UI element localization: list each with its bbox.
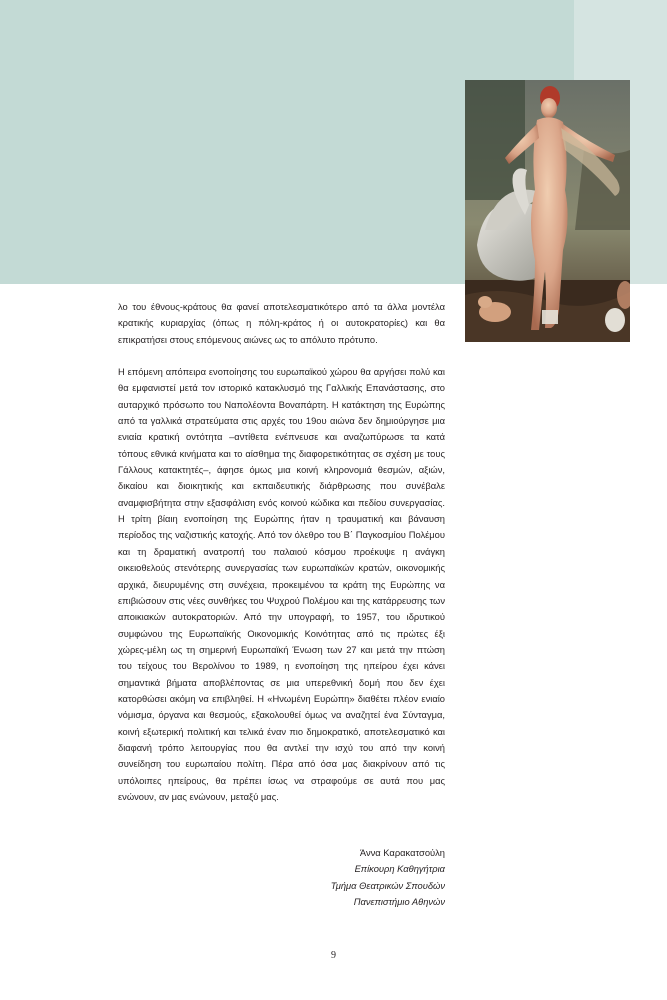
body-text (118, 299, 445, 805)
page-number: 9 (331, 950, 336, 961)
painting-image (465, 80, 630, 342)
author-name: Άννα Καρακατσούλη (359, 848, 445, 858)
author-department: Τμήμα Θεατρικών Σπουδών (330, 880, 445, 891)
author-university: Πανεπιστήμιο Αθηνών (353, 896, 445, 907)
paragraph: Η επόμενη απόπειρα ενοποίησης του ευρωπαϊκού χώρου θα αργήσει πολύ και θα εμφανιστεί μετά τον ιστορικό κατακλυσμό της Γαλλικής Επανάστασης, στο αυταρχικό πρόσωπο του Ναπολέοντα Βοναπάρτη. Η κατάκτηση της Ευρώπης από τα γαλλικά στρατεύματα στις αρχές του 19ου αιώνα δεν δημιούργησε μια ενιαία κρατική οντότητα –αντίθετα ενέπνευσε και αναζωπύρωσε τα κατά τόπους εθνικά κινήματα και το αίσθημα της διαφορετικότητας σε σχέση με τους Γάλλους κατακτητές–, άφησε όμως μια κοινή κληρονομιά θεσμών, αξιών, δικαίου και διοικητικής και εκπαιδευτικής διάρθρωσης που συνέβαλε αναμφισβήτητα στην εξασφάλιση ενός κοινού κώδικα και πεδίου συνεργασίας. Η τρίτη βίαιη ενοποίηση της Ευρώπης ήταν η τραυματική και βάναυση περίοδος της ναζιστικής κατοχής. Από τον όλεθρο του Β΄ Παγκοσμίου Πολέμου και τη δραματική ανατροπή του παλαιού κόσμου προέκυψε η ανάγκη οικειοθελούς στενότερης συνεργασίας των ευρωπαϊκών κρατών, οικονομικής αρχικά, διευρυμένης στη συνέχεια, προκειμένου τα κράτη της Ευρώπης να επιβιώσουν στις νέες συνθήκες του Ψυχρού Πολέμου και της κατάρρευσης των αποικιακών αυτοκρατοριών. Από την υπογραφή, το 1957, του ιδρυτικού συμφώνου της Ευρωπαϊκής Οικονομικής Κοινότητας από τις πρώτες έξι χώρες-μέλη ως τη σημερινή Ευρωπαϊκή Ένωση των 27 και μετά την πτώση του τείχους του Βερολίνου το 1989, η ενοποίηση της ηπείρου έχει κάνει σημαντικά βήματα αποβλέποντας σε μια υπερεθνική δομή που δεν έχει κατορθώσει ακόμη να επιβληθεί. Η «Ηνωμένη Ευρώπη» διαθέτει πλέον ενιαίο νόμισμα, όργανα και θεσμούς, εξακολουθεί όμως να αναζητεί ένα Σύνταγμα, κοινή εξωτερική πολιτική και τελικά έναν πιο δημοκρατικό, αποτελεσματικό και διαφανή τρόπο λειτουργίας που θα αντλεί την ισχύ του από την κοινή συνείδηση του ευρωπαίου πολίτη. Πέρα από όσα μας διακρίνουν από τις υπόλοιπες ηπείρους, θα πρέπει ίσως να στραφούμε σε αυτά που μας ενώνουν, αν μας ενώνουν, μεταξύ μας. (118, 367, 445, 802)
paragraph: λο του έθνους-κράτους θα φανεί αποτελεσματικότερο από τα άλλα μοντέλα κρατικής κυριαρχίας (όπως η πόλη-κράτος ή οι αυτοκρατορίες) και θα επικρατήσει στους επόμενους αιώνες ως το απόλυτο πρότυπο. (118, 302, 445, 345)
signature-block (250, 845, 445, 910)
author-title: Επίκουρη Καθηγήτρια (354, 864, 445, 875)
